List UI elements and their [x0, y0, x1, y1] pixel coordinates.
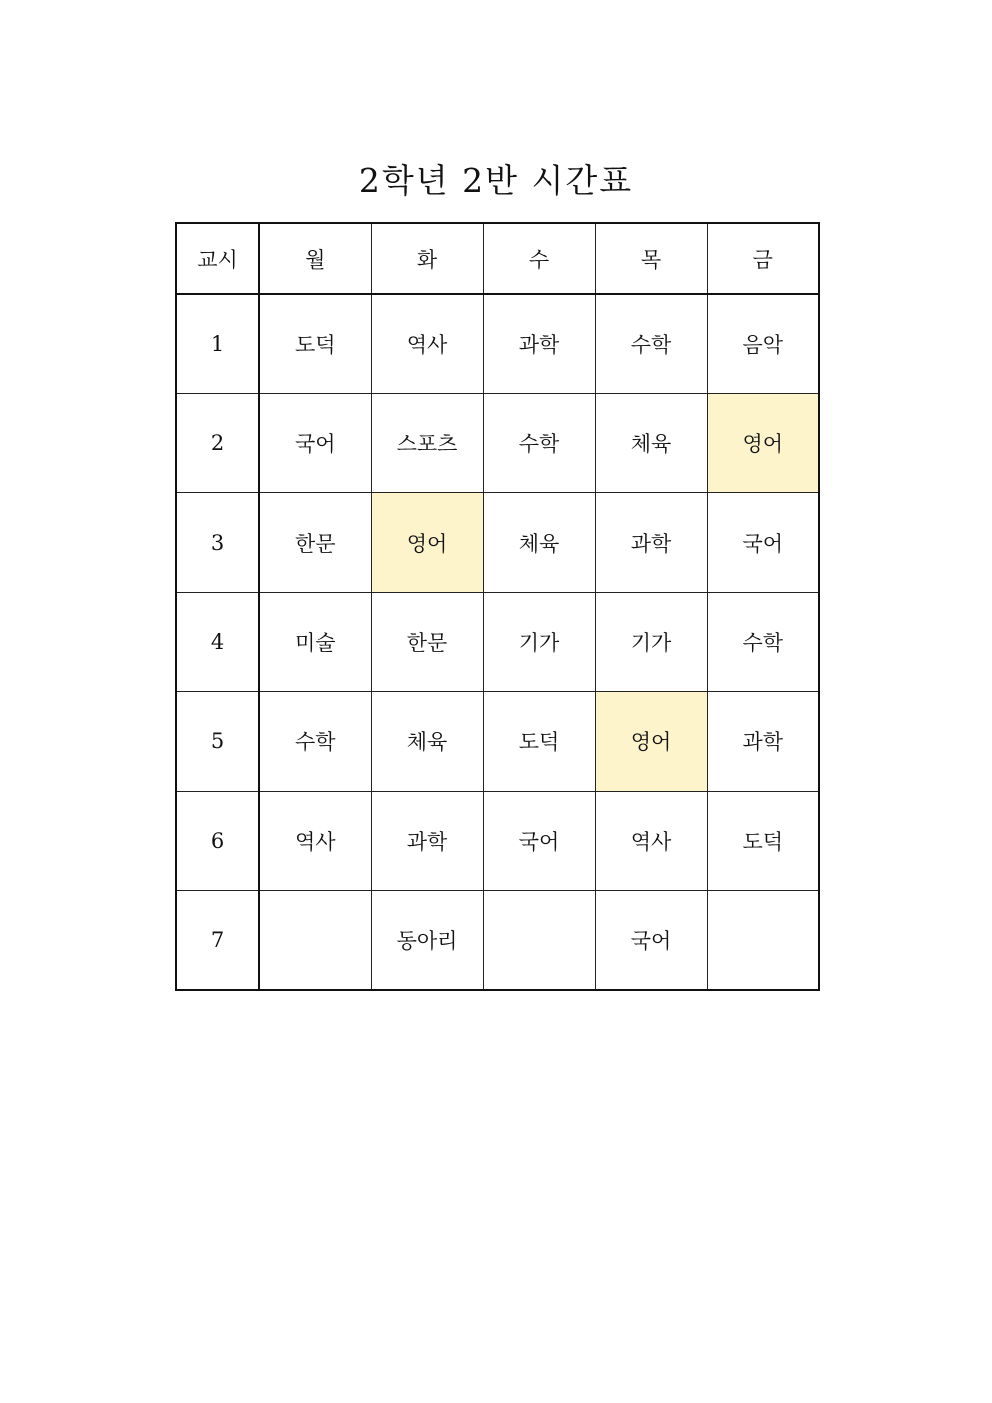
table-cell: 과학 — [483, 294, 595, 393]
table-cell: 도덕 — [707, 791, 819, 890]
table-cell: 체육 — [483, 493, 595, 592]
table-cell: 국어 — [707, 493, 819, 592]
table-cell: 체육 — [371, 692, 483, 791]
table-cell: 한문 — [371, 592, 483, 691]
table-cell: 기가 — [595, 592, 707, 691]
table-row — [176, 692, 819, 791]
table-cell: 도덕 — [483, 692, 595, 791]
table-cell-empty — [707, 891, 819, 990]
header-day-thu: 목 — [595, 223, 707, 294]
table-cell: 기가 — [483, 592, 595, 691]
timetable — [175, 222, 820, 991]
table-cell-empty — [483, 891, 595, 990]
header-period: 교시 — [176, 223, 259, 294]
table-cell: 국어 — [483, 791, 595, 890]
table-row — [176, 393, 819, 492]
table-cell: 과학 — [371, 791, 483, 890]
table-row — [176, 791, 819, 890]
period-number: 7 — [176, 891, 259, 990]
table-cell-highlighted: 영어 — [707, 393, 819, 492]
header-day-fri: 금 — [707, 223, 819, 294]
table-cell: 음악 — [707, 294, 819, 393]
table-cell: 수학 — [707, 592, 819, 691]
table-cell: 과학 — [595, 493, 707, 592]
table-cell: 역사 — [259, 791, 371, 890]
table-cell: 스포츠 — [371, 393, 483, 492]
table-cell: 국어 — [259, 393, 371, 492]
period-number: 5 — [176, 692, 259, 791]
period-number: 6 — [176, 791, 259, 890]
table-cell-empty — [259, 891, 371, 990]
header-row — [176, 223, 819, 294]
header-day-mon: 월 — [259, 223, 371, 294]
table-cell: 도덕 — [259, 294, 371, 393]
table-cell: 체육 — [595, 393, 707, 492]
table-cell: 과학 — [707, 692, 819, 791]
table-cell: 역사 — [371, 294, 483, 393]
table-cell: 미술 — [259, 592, 371, 691]
table-cell: 국어 — [595, 891, 707, 990]
period-number: 3 — [176, 493, 259, 592]
period-number: 1 — [176, 294, 259, 393]
table-cell: 수학 — [259, 692, 371, 791]
table-row — [176, 493, 819, 592]
table-row — [176, 294, 819, 393]
table-cell-highlighted: 영어 — [595, 692, 707, 791]
table-cell: 역사 — [595, 791, 707, 890]
period-number: 4 — [176, 592, 259, 691]
table-cell: 수학 — [595, 294, 707, 393]
page-title: 2학년 2반 시간표 — [358, 161, 634, 200]
table-cell-highlighted: 영어 — [371, 493, 483, 592]
table-cell: 한문 — [259, 493, 371, 592]
header-day-tue: 화 — [371, 223, 483, 294]
table-row — [176, 592, 819, 691]
table-row — [176, 891, 819, 990]
table-cell: 동아리 — [371, 891, 483, 990]
table-cell: 수학 — [483, 393, 595, 492]
header-day-wed: 수 — [483, 223, 595, 294]
period-number: 2 — [176, 393, 259, 492]
